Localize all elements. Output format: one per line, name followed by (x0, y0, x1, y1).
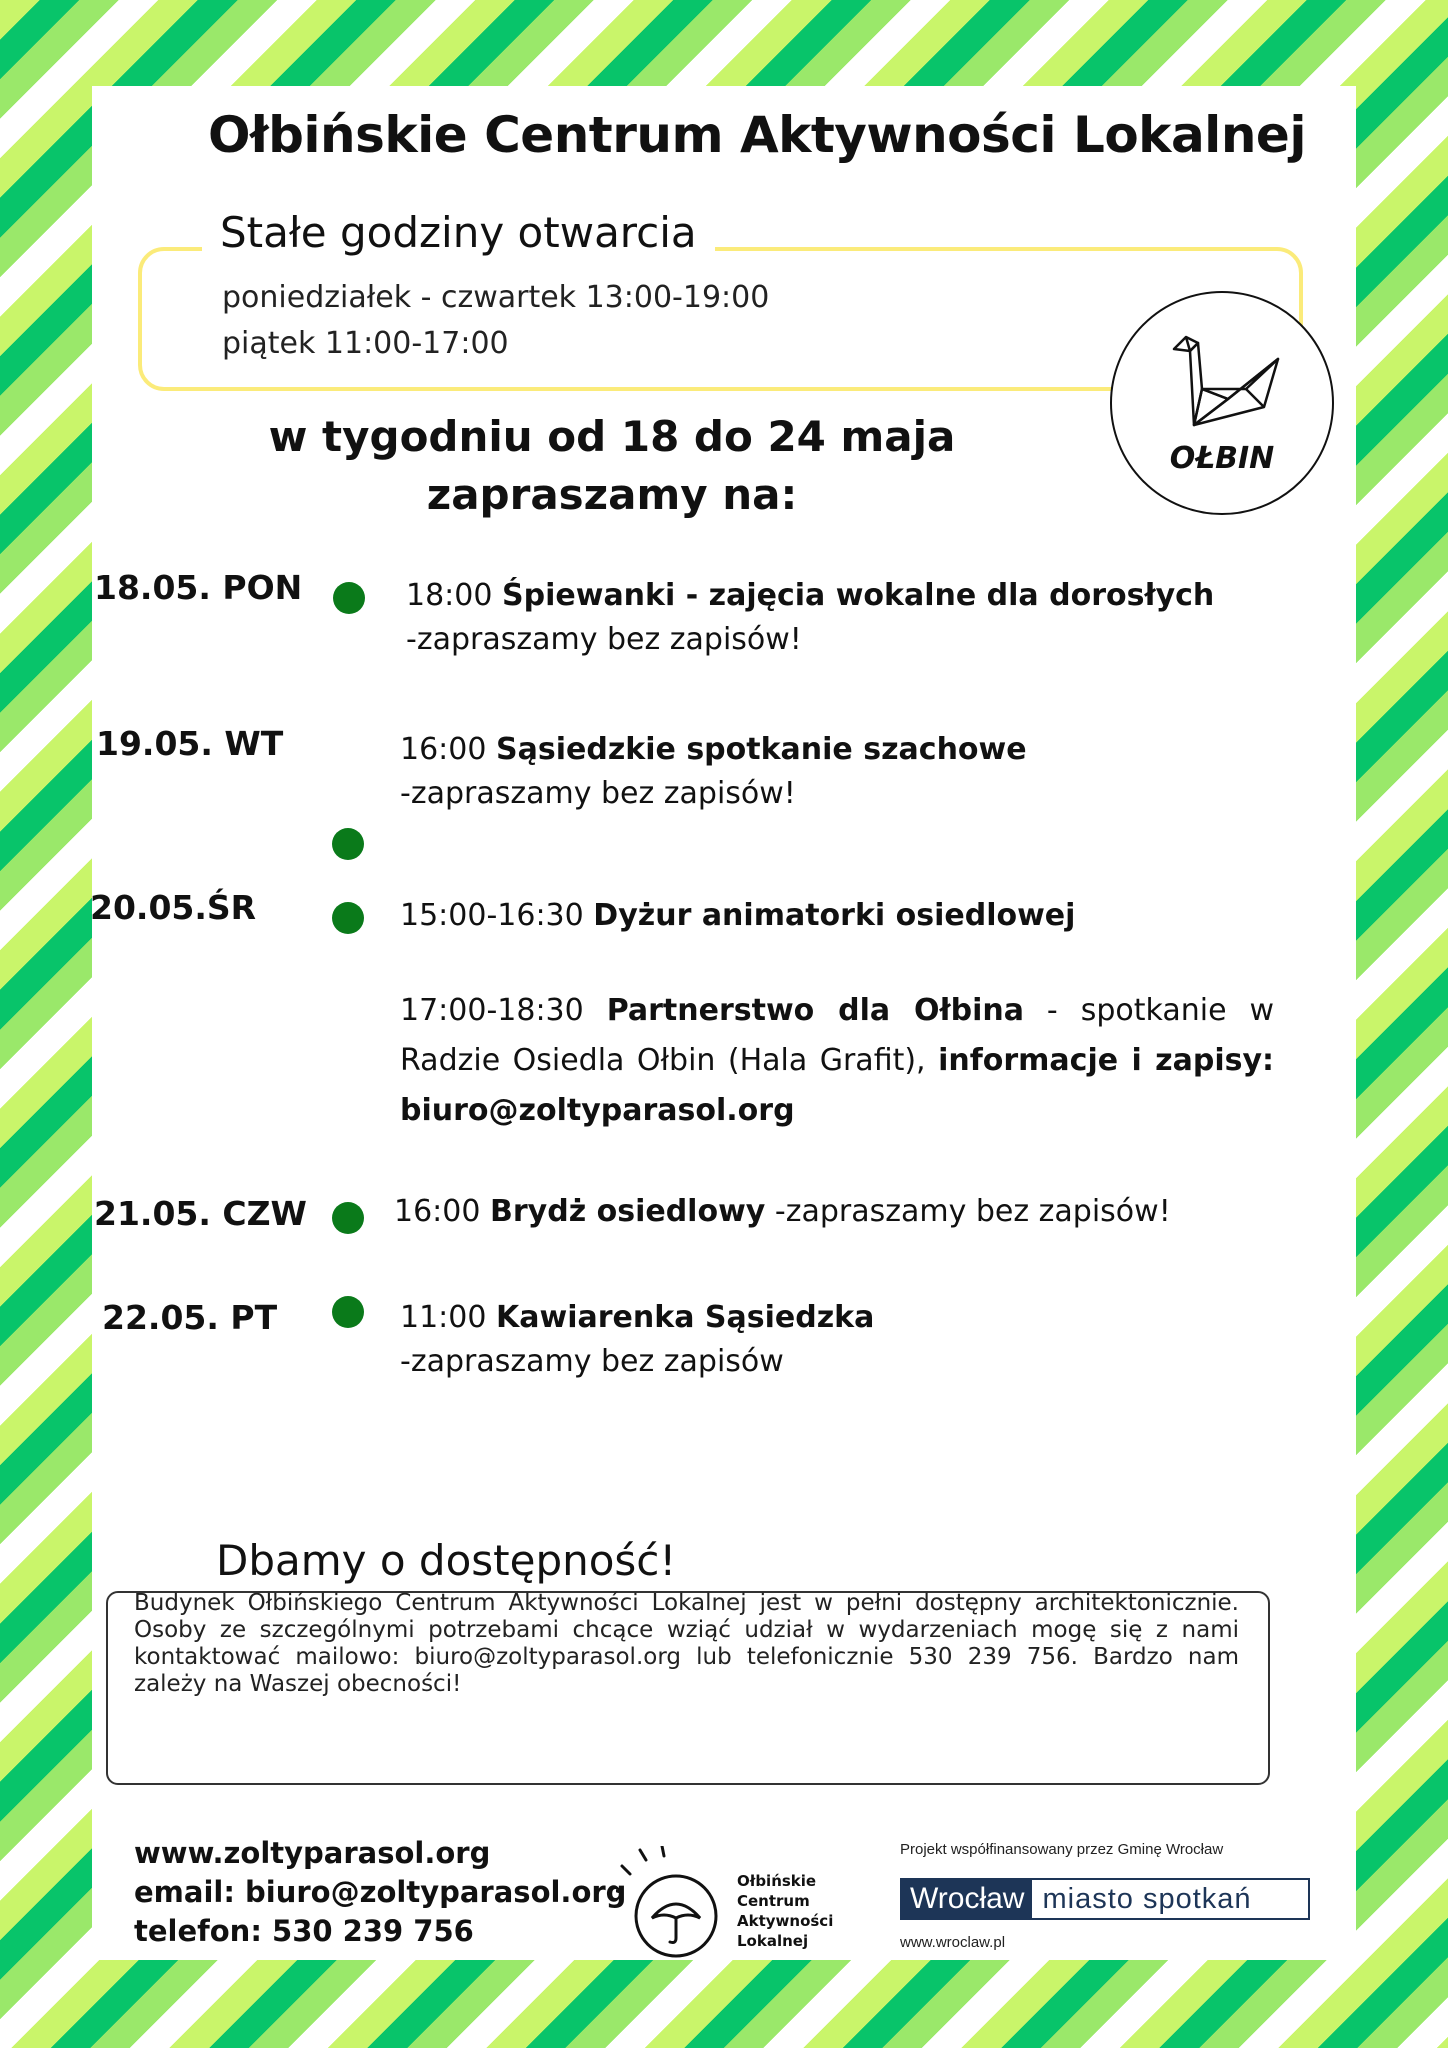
footer-org-name (737, 1871, 833, 1951)
event-bullet (332, 828, 364, 860)
olbin-logo-text: OŁBIN (1169, 441, 1275, 476)
week-heading-line2: zapraszamy na: (426, 470, 798, 519)
event-date: 19.05. WT (96, 724, 284, 763)
event-item (406, 574, 1214, 662)
footer-org-line: Aktywności (737, 1912, 834, 1930)
poster-panel (92, 86, 1356, 1960)
website-link[interactable]: www.zoltyparasol.org (134, 1836, 491, 1870)
event-name: Śpiewanki - zajęcia wokalne dla dorosłych (502, 578, 1215, 613)
event-time: 16:00 (400, 732, 487, 767)
event-name: Kawiarenka Sąsiedzka (496, 1300, 875, 1335)
opening-hours-heading: Stałe godziny otwarcia (202, 208, 715, 257)
event-bullet (332, 1202, 364, 1234)
event-bullet (332, 1296, 364, 1328)
event-contact-info: informacje i zapisy: biuro@zoltyparasol.org (400, 1043, 1275, 1128)
event-bullet (332, 902, 364, 934)
week-heading (232, 408, 992, 524)
event-note: -zapraszamy bez zapisów (400, 1344, 784, 1379)
origami-swan-icon (1168, 329, 1288, 439)
footer-org-line: Lokalnej (737, 1932, 809, 1950)
event-name: Partnerstwo dla Ołbina (606, 993, 1024, 1028)
event-item (400, 728, 1027, 816)
event-description: - spotkanie w Radzie Osiedla Ołbin (Hala Grafit), (400, 993, 1274, 1078)
opening-hours-weekdays: poniedziałek - czwartek 13:00-19:00 (222, 280, 770, 315)
event-bullet (333, 582, 365, 614)
week-heading-line1: w tygodniu od 18 do 24 maja (268, 412, 956, 461)
opening-hours-friday: piątek 11:00-17:00 (222, 326, 509, 361)
umbrella-icon (616, 1846, 734, 1966)
wroclaw-logo-left: Wrocław (902, 1880, 1032, 1918)
email-contact[interactable]: email: biuro@zoltyparasol.org (134, 1875, 627, 1909)
event-name: Brydż osiedlowy (490, 1194, 766, 1229)
event-time: 15:00-16:30 (400, 898, 584, 933)
event-time: 18:00 (406, 578, 493, 613)
event-name: Sąsiedzkie spotkanie szachowe (496, 732, 1027, 767)
event-date: 20.05.ŚR (90, 888, 257, 927)
event-item (394, 1190, 1171, 1234)
event-item (400, 1296, 874, 1384)
wroclaw-logo-right: miasto spotkań (1042, 1883, 1252, 1915)
event-date: 21.05. CZW (94, 1194, 307, 1233)
event-note: -zapraszamy bez zapisów! (406, 622, 802, 657)
footer-org-line: Ołbińskie (737, 1872, 817, 1890)
event-item (400, 894, 1075, 938)
event-note: -zapraszamy bez zapisów! (400, 776, 796, 811)
event-item-secondary (400, 986, 1274, 1136)
event-date: 18.05. PON (94, 568, 303, 607)
accessibility-text: Budynek Ołbińskiego Centrum Aktywności Lokalnej jest w pełni dostępny architektonicznie. Osoby ze szczególnymi potrzebami chcące wziąć udział w wydarzeniach mogę się z nami kontaktować mailowo: biuro@zoltyparasol.org lub telefonicznie 530 239 756. Bardzo nam zależy na Waszej obecności! (134, 1590, 1239, 1697)
event-date: 22.05. PT (102, 1298, 278, 1337)
event-name: Dyżur animatorki osiedlowej (593, 898, 1076, 933)
footer-org-line: Centrum (737, 1892, 810, 1910)
event-time: 16:00 (394, 1194, 481, 1229)
cofunding-note: Projekt współfinansowany przez Gminę Wrocław (900, 1841, 1224, 1858)
wroclaw-logo (900, 1878, 1310, 1920)
event-note: -zapraszamy bez zapisów! (765, 1194, 1171, 1229)
wroclaw-url[interactable]: www.wroclaw.pl (900, 1934, 1006, 1951)
event-time: 11:00 (400, 1300, 487, 1335)
page-title: Ołbińskie Centrum Aktywności Lokalnej (208, 106, 1306, 164)
phone-contact: telefon: 530 239 756 (134, 1914, 474, 1948)
olbin-logo (1110, 291, 1334, 515)
accessibility-heading: Dbamy o dostępność! (198, 1536, 694, 1585)
event-time: 17:00-18:30 (400, 993, 584, 1028)
